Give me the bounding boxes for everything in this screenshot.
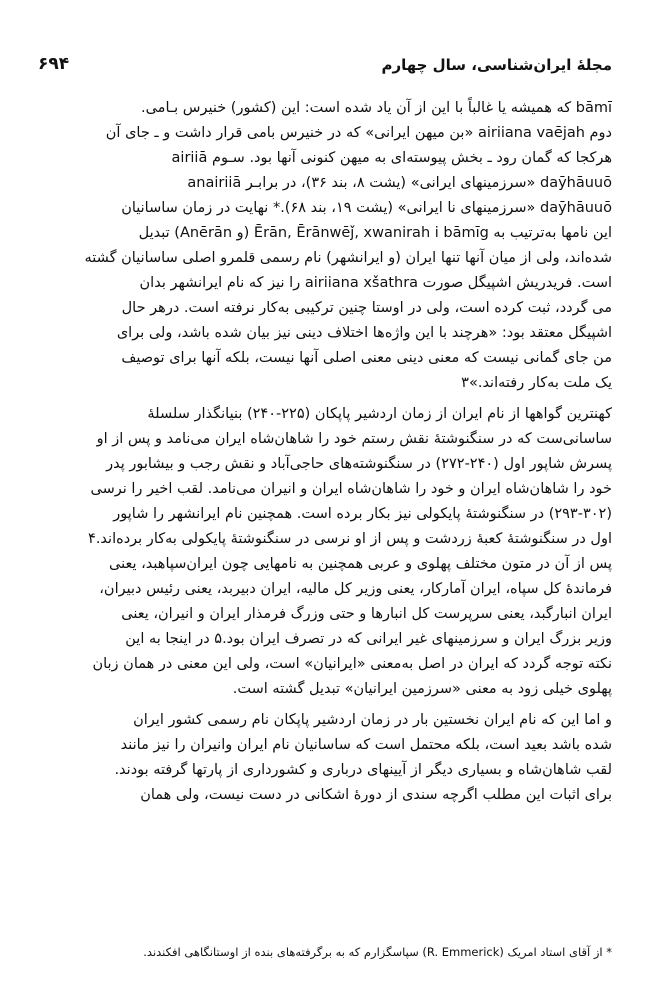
text-line: فرماندهٔ کل سپاه، ایران آمارکار، یعنی وزیر کل مالیه، ایران دبیربد، یعنی رئیس دبیران، — [99, 581, 612, 597]
text-line: bāmī که همیشه یا غالباً با این از آن یاد شده است: این (کشور) خنیرس بـامی. — [140, 100, 612, 116]
running-title: مجلهٔ ایران‌شناسی، سال چهارم — [381, 56, 612, 74]
page-header — [38, 54, 612, 82]
text-line: دوم airiiana vaējah «بن میهن ایرانی» که در خنیرس بامی قرار داشت و ـ جای آن — [105, 125, 612, 141]
text-line: نکته توجه گردد که ایران در اصل به‌معنی «ایرانیان» است، ولی این معنی در همان زبان — [92, 656, 612, 672]
text-line: هرکجا که گمان رود ـ بخش پیوسته‌ای به میهن کنونی آنها بود. سـوم airiiā — [171, 150, 612, 166]
text-line: خود را شاهان‌شاه ایران و خود را شاهان‌شاه ایران و انیران می‌نامد. لقب اخیر را نرسی — [90, 481, 612, 497]
text-line: این نامها به‌ترتیب به Ērān, Ērānwēȷ̌, xwanirah i bāmīg (و Anērān) تبدیل — [138, 225, 612, 241]
page-number: ۶۹۴ — [38, 54, 70, 74]
text-line: وزیر بزرگ ایران و سرزمینهای غیر ایرانی که در تصرف ایران بود.۵ در اینجا به این — [125, 631, 612, 647]
paragraph-1 — [38, 96, 612, 396]
text-line: (۲۹۳-۳۰۲) در سنگنوشتهٔ پایکولی نیز بکار برده است. همچنین نام ایرانشهر را شاپور — [113, 506, 612, 522]
text-line: daȳhāuuō «سرزمینهای نا ایرانی» (یشت ۱۹، بند ۶۸).* نهایت در زمان ساسانیان — [121, 200, 612, 216]
text-line: من جای گمانی نیست که معنی دینی معنی اصلی آنها نیست، بلکه آنها برای توصیف — [121, 350, 612, 366]
text-line: می گردد، ثبت کرده است، ولی در اوستا چنین ترکیبی به‌کار نرفته است. درهر حال — [121, 300, 612, 316]
text-line: اشپیگل معتقد بود: «هرچند با این واژه‌ها اختلاف دینی نیز بیان شده باشد، ولی برای — [116, 325, 612, 341]
article-body — [38, 96, 612, 808]
text-line: یک ملت به‌کار رفته‌اند.»۳ — [461, 375, 612, 391]
text-line: اول در سنگنوشتهٔ کعبهٔ زردشت و پس از او نرسی در سنگنوشتهٔ پایکولی به‌کار برده‌اند.۴ — [88, 531, 612, 547]
footnote: * از آقای استاد امریک (R. Emmerick) سپاسگزارم که به برگرفته‌های بنده از اوستانگاهی افکندند. — [143, 945, 612, 959]
text-line: ساسانی‌ست که در سنگنوشتهٔ نقش رستم خود را شاهان‌شاه ایران می‌نامد و پس از او — [96, 431, 612, 447]
text-line: پسرش شاپور اول (۲۴۰-۲۷۲) در سنگنوشته‌های حاجی‌آباد و نقش رجب و بیشابور پدر — [106, 456, 612, 472]
text-line: daȳhāuuō «سرزمینهای ایرانی» (یشت ۸، بند ۳۶)، در برابـر anairiiā — [187, 175, 612, 191]
text-line: شده باشد بعید است، بلکه محتمل است که ساسانیان نام ایران وانیران را نیز مانند — [120, 737, 612, 753]
text-line: لقب شاهان‌شاه و بسیاری دیگر از آیینهای درباری و کشورداری از پارتها گرفته بودند. — [114, 762, 612, 778]
text-line: است. فریدریش اشپیگل صورت airiiana xšathra را نیز که نام ایرانشهر بدان — [139, 275, 612, 291]
paragraph-3 — [38, 708, 612, 808]
text-line: کهنترین گواهها از نام ایران از زمان اردشیر پاپکان (۲۲۵-۲۴۰) بنیانگذار سلسلهٔ — [147, 406, 612, 422]
text-line: پهلوی خیلی زود به معنی «سرزمین ایرانیان» تبدیل گشته است. — [232, 681, 612, 697]
text-line: برای اثبات این مطلب اگرچه سندی از دورهٔ اشکانی در دست نیست، ولی همان — [140, 787, 612, 803]
text-line: پس از آن در متون مختلف پهلوی و عربی همچنین به نامهایی چون ایران‌سپاهبد، یعنی — [109, 556, 612, 572]
text-line: شده‌اند، ولی از میان آنها تنها ایران (و ایرانشهر) نام رسمی قلمرو اصلی ساسانیان گشته — [84, 250, 612, 266]
text-line: ایران انبارگبد، یعنی سرپرست کل انبارها و حتی وزرگ فرمذار ایران و انیران، یعنی — [121, 606, 612, 622]
paragraph-2 — [38, 402, 612, 702]
text-line: و اما این که نام ایران نخستین بار در زمان اردشیر پاپکان نام رسمی کشور ایران — [133, 712, 612, 728]
